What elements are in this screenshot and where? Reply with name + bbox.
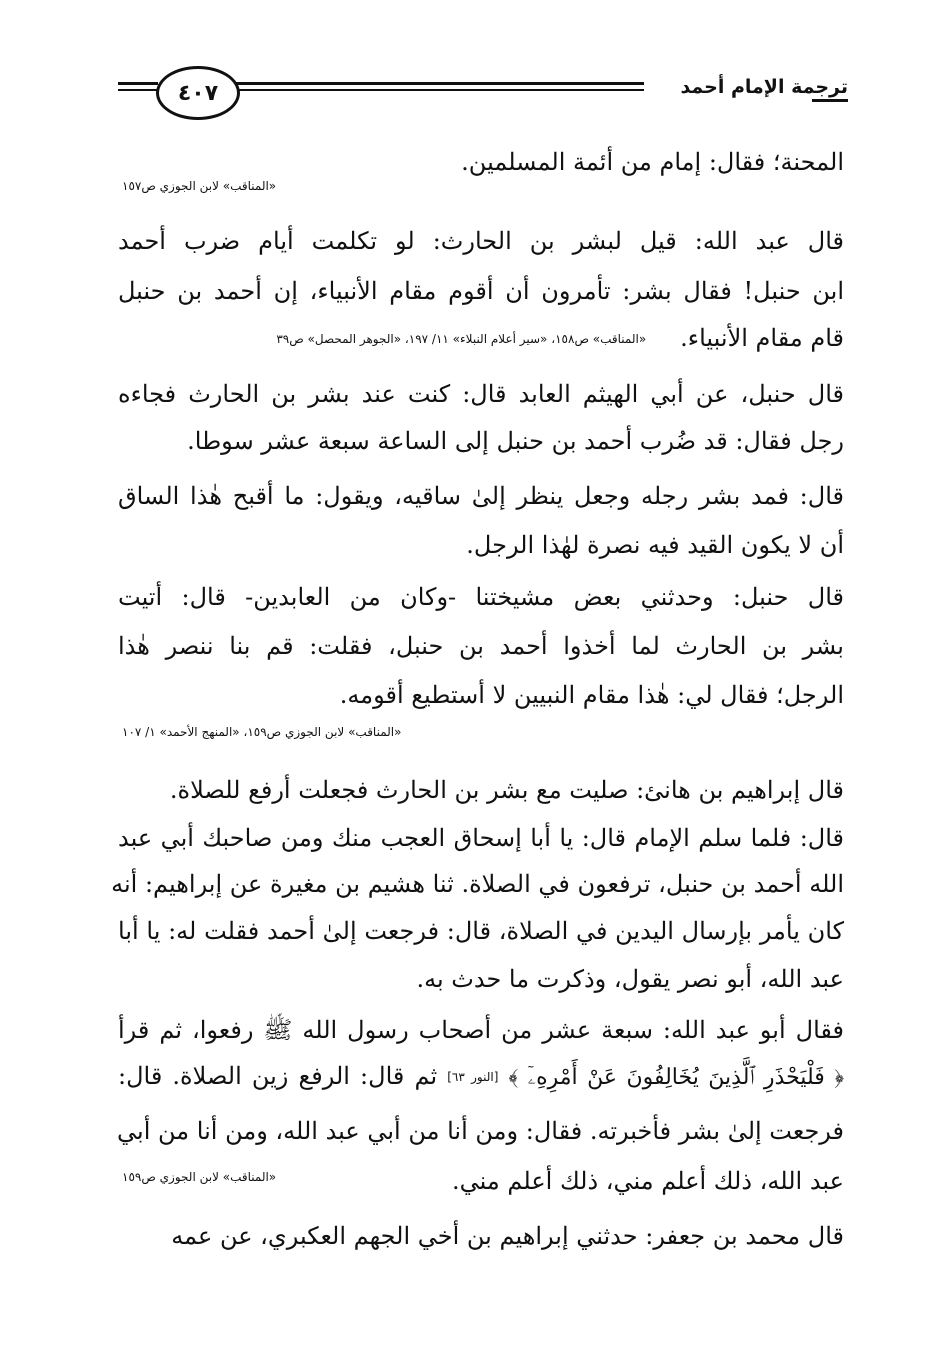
page-number: ٤٠٧ xyxy=(177,80,219,106)
text-line: فرجعت إلىٰ بشر فأخبرته. فقال: ومن أنا من أبي عبد الله، ومن أنا من أبي xyxy=(117,1117,844,1145)
text-segment: ثم قال: الرفع زين الصلاة. قال: xyxy=(118,1062,438,1090)
header-rule-right xyxy=(232,82,644,85)
page-header xyxy=(118,62,848,122)
text-line: أن لا يكون القيد فيه نصرة لهٰذا الرجل. xyxy=(466,531,844,559)
text-line: رجل فقال: قد ضُرب أحمد بن حنبل إلى الساعة سبعة عشر سوطا. xyxy=(187,427,844,455)
text-line: كان يأمر بإرسال اليدين في الصلاة، قال: فرجعت إلىٰ أحمد فقلت له: يا أبا xyxy=(118,917,844,945)
text-line: قال: فلما سلم الإمام قال: يا أبا إسحاق العجب منك ومن صاحبك أبي عبد xyxy=(118,824,844,852)
quran-reference: [النور ٦٣] xyxy=(447,1070,499,1084)
text-line: قال محمد بن جعفر: حدثني إبراهيم بن أخي الجهم العكبري، عن عمه xyxy=(171,1222,844,1250)
text-line: عبد الله، ذلك أعلم مني، ذلك أعلم مني. xyxy=(452,1167,844,1195)
text-line: عبد الله، أبو نصر يقول، وذكرت ما حدث به. xyxy=(416,965,844,993)
header-rule-left-lower xyxy=(118,89,158,91)
text-line xyxy=(118,320,844,357)
text-line: المحنة؛ فقال: إمام من أئمة المسلمين. xyxy=(461,148,844,176)
running-title: ترجمة الإمام أحمد xyxy=(680,76,848,98)
header-rule-title xyxy=(812,99,848,102)
quran-verse: ﴿ فَلْيَحْذَرِ ٱلَّذِينَ يُخَالِفُونَ عَنْ أَمْرِهِۦٓ ﴾ xyxy=(508,1065,844,1090)
text-line: الرجل؛ فقال لي: هٰذا مقام النبيين لا أستطيع أقومه. xyxy=(339,681,844,709)
text-line: الله أحمد بن حنبل، ترفعون في الصلاة. ثنا هشيم بن مغيرة عن إبراهيم: أنه xyxy=(111,870,844,898)
text-line: بشر بن الحارث لما أخذوا أحمد بن حنبل، فقلت: قم بنا ننصر هٰذا xyxy=(118,632,844,660)
page-number-badge xyxy=(156,66,240,120)
text-line: قال عبد الله: قيل لبشر بن الحارث: لو تكلمت أيام ضرب أحمد xyxy=(118,227,844,255)
citation: «المناقب» لابن الجوزي ص١٥٩ xyxy=(122,1170,277,1184)
text-line: قال: فمد بشر رجله وجعل ينظر إلىٰ ساقيه، ويقول: ما أقبح هٰذا الساق xyxy=(118,482,844,510)
header-rule-left xyxy=(118,82,158,85)
citation: «المناقب» لابن الجوزي ص١٥٩، «المنهج الأحمد» ١/ ١٠٧ xyxy=(122,725,402,739)
text-line: قال حنبل: وحدثني بعض مشيختنا -وكان من العابدين- قال: أتيت xyxy=(118,583,844,611)
text-line: قال إبراهيم بن هانئ: صليت مع بشر بن الحارث فجعلت أرفع للصلاة. xyxy=(169,776,844,804)
text-line: فقال أبو عبد الله: سبعة عشر من أصحاب رسول الله ﷺ رفعوا، ثم قرأ xyxy=(118,1016,844,1044)
text-line: قال حنبل، عن أبي الهيثم العابد قال: كنت عند بشر بن الحارث فجاءه xyxy=(118,380,844,408)
citation: «المناقب» ص١٥٨، «سير أعلام النبلاء» ١١/ ١٩٧، «الجوهر المحصل» ص٣٩ xyxy=(276,332,647,346)
text-segment: قام مقام الأنبياء. xyxy=(680,324,844,352)
text-line: ابن حنبل! فقال بشر: تأمرون أن أقوم مقام الأنبياء، إن أحمد بن حنبل xyxy=(118,277,844,305)
header-rule-right-lower xyxy=(232,89,644,91)
quran-line xyxy=(118,1058,844,1096)
citation: «المناقب» لابن الجوزي ص١٥٧ xyxy=(122,179,277,193)
